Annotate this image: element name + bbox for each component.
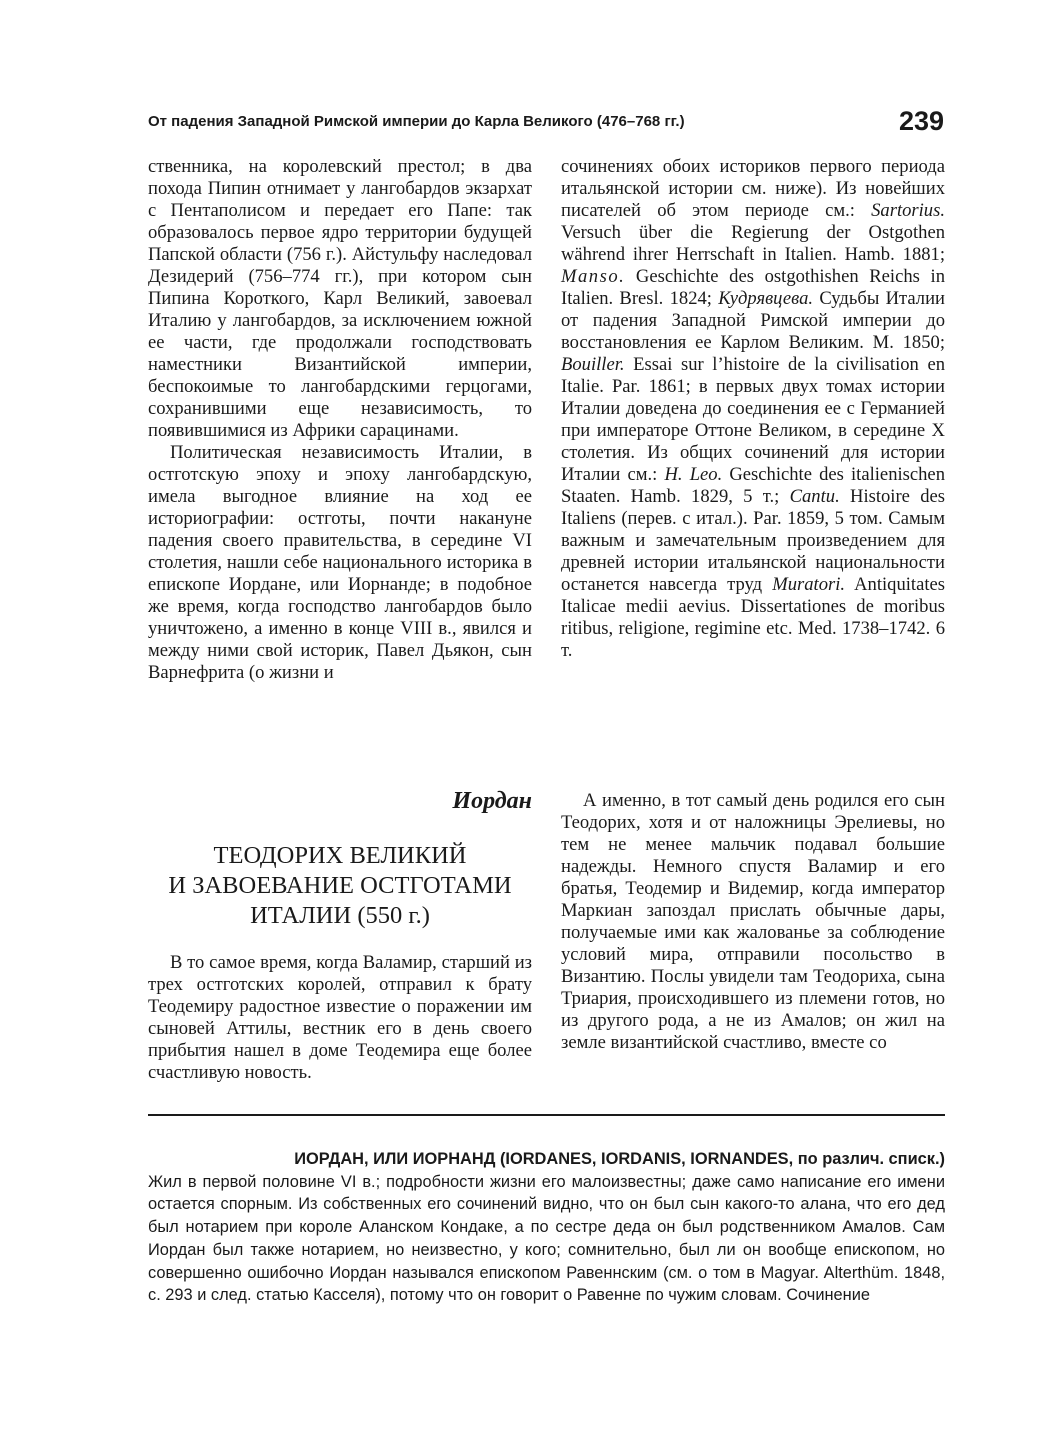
bibliography-paragraph [561,156,945,662]
left-column-top [148,156,532,684]
paragraph: ственника, на королевский престол; в два похода Пипин отнимает у лангобардов экзархат с Пентаполисом и передает его Папе: так образовалось первое ядро территории будущей Папской области (756 г.). Айстульфу наследовал Дезидерий (756–774 гг.), при котором сын Пипина Короткого, Карл Великий, завоевал Италию у лангобардов, за исключением южной ее части, где продолжали господствовать наместники Византийской империи, беспокоимые то лангобардскими герцогами, сохранившими еще независимость, то появившимися из Африки сарацинами. [148,156,532,441]
left-column-bottom [148,952,532,1084]
author-ref: Bouiller. [561,354,625,375]
title-line: ТЕОДОРИХ ВЕЛИКИЙ [213,842,467,869]
footnote-heading: ИОРДАН, ИЛИ ИОРНАНД (IORDANES, IORDANIS, IORNANDES, по различ. списк.) [294,1150,945,1168]
right-column-top [561,156,945,662]
footnote-divider [148,1114,945,1116]
text-run: Antiquitates Italicae medii aevius. Dissertationes de moribus ritibus, religione, regimine etc. Med. 1738–1742. 6 т. [561,574,946,661]
author-ref: H. Leo. [664,464,723,485]
text-run: Essai sur l’histoire de la civilisation en Italie. Par. 1861; в первых двух томах истории Италии доведена до соединения ее с Германией при императоре Оттоне Великом, в середине X столетия. Из общих сочинений для истории Италии см.: [561,354,945,485]
text-run: Histoire des Italiens (перев. с итал.). Par. 1859, 5 том. Самым важным и замечательным произведением для древней истории итальянской национальности останется навсегда труд [561,486,945,595]
section-title [148,841,532,931]
section-author: Иордан [452,788,532,814]
author-ref: Manso. [561,266,626,287]
text-run: Судьбы Италии от падения Западной Римской империи до восстановления ее Карлом Великим. М. 1850; [561,288,945,353]
footnote-text: Жил в первой половине VI в.; подробности жизни его малоизвестны; даже само написание его имени остается спорным. Из собственных его сочинений видно, что он был сын какого-то алана, что его дед был нотарием при короле Аланском Кондаке, а по сестре деда он был родственником Амалов. Сам Иордан был также нотарием, но неизвестно, у кого; сомнительно, был ли он вообще епископом, но совершенно ошибочно Иордан назывался епископом Равеннским (см. о том в Magyar. Alterthüm. 1848, с. 293 и след. статью Касселя), потому что он говорит о Равенне по чужим словам. Сочинение [148,1172,945,1305]
author-ref: Cantu. [789,486,840,507]
paragraph: Политическая независимость Италии, в остготскую эпоху и эпоху лангобардскую, имела выгодное влияние на ход ее историографии: остготы, почти накануне падения своего правительства, в середине VI столетия, нашли себе национального историка в епископе Иордане, или Иорнанде; в подобное же время, когда господство лангобардов было уничтожено, а именно в конце VIII в., явился и между ними свой историк, Павел Дьякон, сын Варнефрита (о жизни и [148,442,532,683]
text-run: сочинениях обоих историков первого периода итальянской истории см. ниже). Из новейших писателей об этом периоде см.: [561,156,945,221]
running-head: От падения Западной Римской империи до Карла Великого (476–768 гг.) [148,113,685,130]
text-run: Geschichte des ostgothishen Reichs in Italien. Bresl. 1824; [561,266,945,309]
page-number: 239 [898,106,944,136]
text-run: Geschichte des italienischen Staaten. Hamb. 1829, 5 т.; [561,464,945,507]
right-column-bottom [561,790,945,1054]
text-run: Versuch über die Regierung der Ostgothen während ihrer Herrschaft in Italien. Hamb. 1881; [561,222,945,265]
paragraph: В то самое время, когда Валамир, старший из трех остготских королей, отправил к брату Теодемиру радостное известие о поражении им сыновей Аттилы, вестник его в день своего прибытия нашел в доме Теодемира еще более счастливую новость. [148,952,532,1083]
title-line: И ЗАВОЕВАНИЕ ОСТГОТАМИ [168,872,512,899]
footnote [148,1148,945,1307]
paragraph: А именно, в тот самый день родился его сын Теодорих, хотя и от наложницы Эрелиевы, но тем не менее мальчик подавал большие надежды. Немного спустя Валамир и его братья, Теодемир и Видемир, когда император Маркиан запоздал прислать обычные дары, получаемые ими как жалованье за соблюдение условий мира, отправили посольство в Византию. Послы увидели там Теодориха, сына Триария, происходившего из племени готов, но из другого рода, а не из Амалов; он жил на земле византийской счастливо, вместе со [561,790,945,1053]
author-ref: Sartorius. [871,200,945,221]
author-ref: Кудрявцева. [718,288,814,309]
author-ref: Muratori. [772,574,846,595]
title-line: ИТАЛИИ (550 г.) [250,902,430,929]
